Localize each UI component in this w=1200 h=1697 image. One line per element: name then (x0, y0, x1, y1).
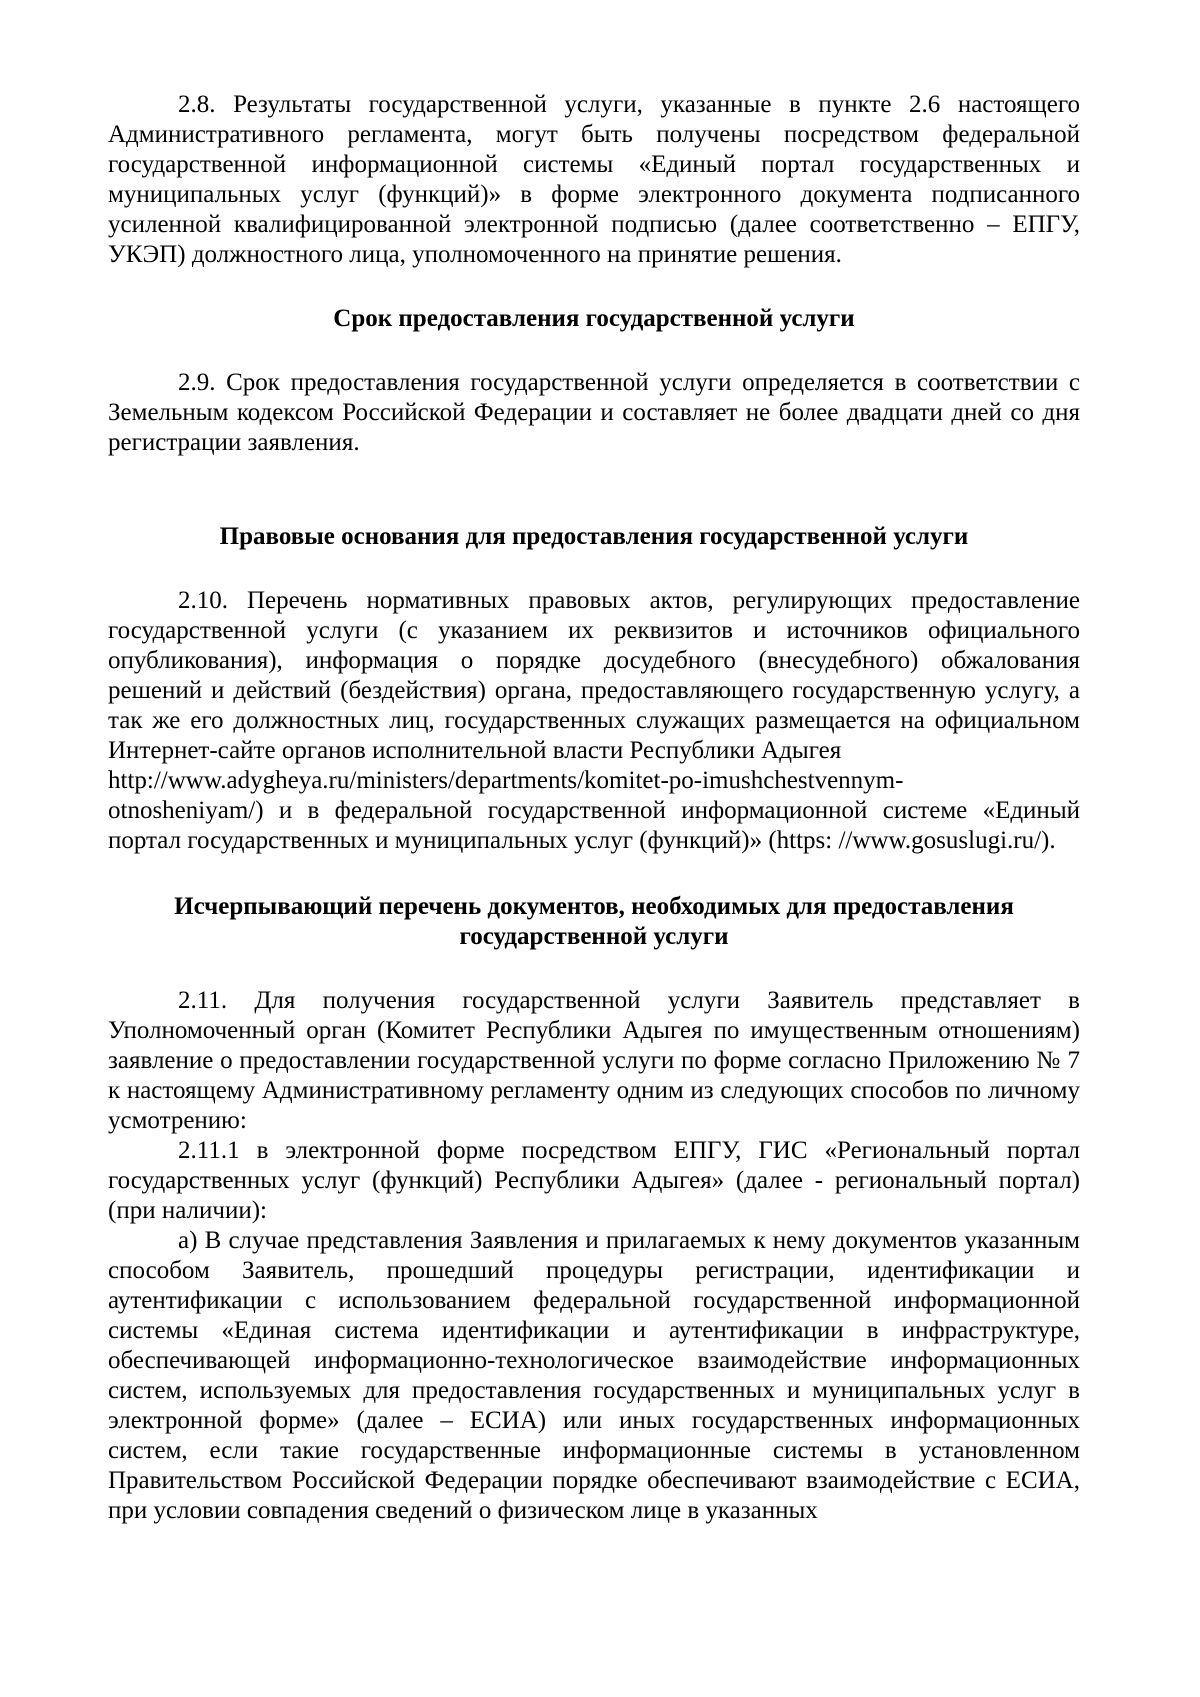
heading-term: Срок предоставления государственной услуги (333, 305, 855, 332)
paragraph-a: а) В случае представления Заявления и прилагаемых к нему документов указанным способом Заявитель, прошедший процедуры регистрации, идентификации и аутентификации с использованием федеральной государственной информационной системы «Единая система идентификации и аутентификации в инфраструктуре, обеспечивающей информационно-технологическое взаимодействие информационных систем, используемых для предоставления государственных и муниципальных услуг в электронной форме» (далее – ЕСИА) или иных государственных информационных систем, если такие государственные информационные системы в установленном Правительством Российской Федерации порядке обеспечивают взаимодействие с ЕСИА, при условии совпадения сведений о физическом лице в указанных (108, 1227, 1080, 1524)
paragraph-2-10-url: http://www.adygheya.ru/ministers/departments/komitet-po-imushchestvennym- (108, 767, 904, 794)
heading-documents-list-line-1: Исчерпывающий перечень документов, необходимых для предоставления (174, 893, 1014, 920)
paragraph-2-11: 2.11. Для получения государственной услуги Заявитель представляет в Уполномоченный орган (Комитет Республики Адыгея по имущественным отношениям) заявление о предоставлении государственной услуги по форме согласно Приложению № 7 к настоящему Административному регламенту одним из следующих способов по личному усмотрению: (108, 987, 1080, 1134)
paragraph-2-8: 2.8. Результаты государственной услуги, указанные в пункте 2.6 настоящего Административного регламента, могут быть получены посредством федеральной государственной информационной системы «Единый портал государственных и муниципальных услуг (функций)» в форме электронного документа подписанного усиленной квалифицированной электронной подписью (далее соответственно – ЕПГУ, УКЭП) должностного лица, уполномоченного на принятие решения. (108, 91, 1080, 268)
heading-documents-list (108, 892, 1080, 952)
paragraph-2-10-part-2: otnosheniyam/) и в федеральной государственной информационной системе «Единый портал государственных и муниципальных услуг (функций)» (https: //www.gosuslugi.ru/). (108, 797, 1080, 854)
paragraph-2-10-part-1: 2.10. Перечень нормативных правовых актов, регулирующих предоставление государственной услуги (с указанием их реквизитов и источников официального опубликования), информация о порядке досудебного (внесудебного) обжалования решений и действий (бездействия) органа, предоставляющего государственную услугу, а так же его должностных лиц, государственных служащих размещается на официальном Интернет-сайте органов исполнительной власти Республики Адыгея (108, 587, 1080, 764)
paragraph-2-11-1: 2.11.1 в электронной форме посредством ЕПГУ, ГИС «Региональный портал государственных услуг (функций) Республики Адыгея» (далее - региональный портал) (при наличии): (108, 1137, 1080, 1224)
paragraph-2-9: 2.9. Срок предоставления государственной услуги определяется в соответствии с Земельным кодексом Российской Федерации и составляет не более двадцати дней со дня регистрации заявления. (108, 369, 1080, 456)
heading-documents-list-line-2: государственной услуги (459, 923, 729, 950)
heading-legal-basis: Правовые основания для предоставления государственной услуги (219, 523, 969, 550)
